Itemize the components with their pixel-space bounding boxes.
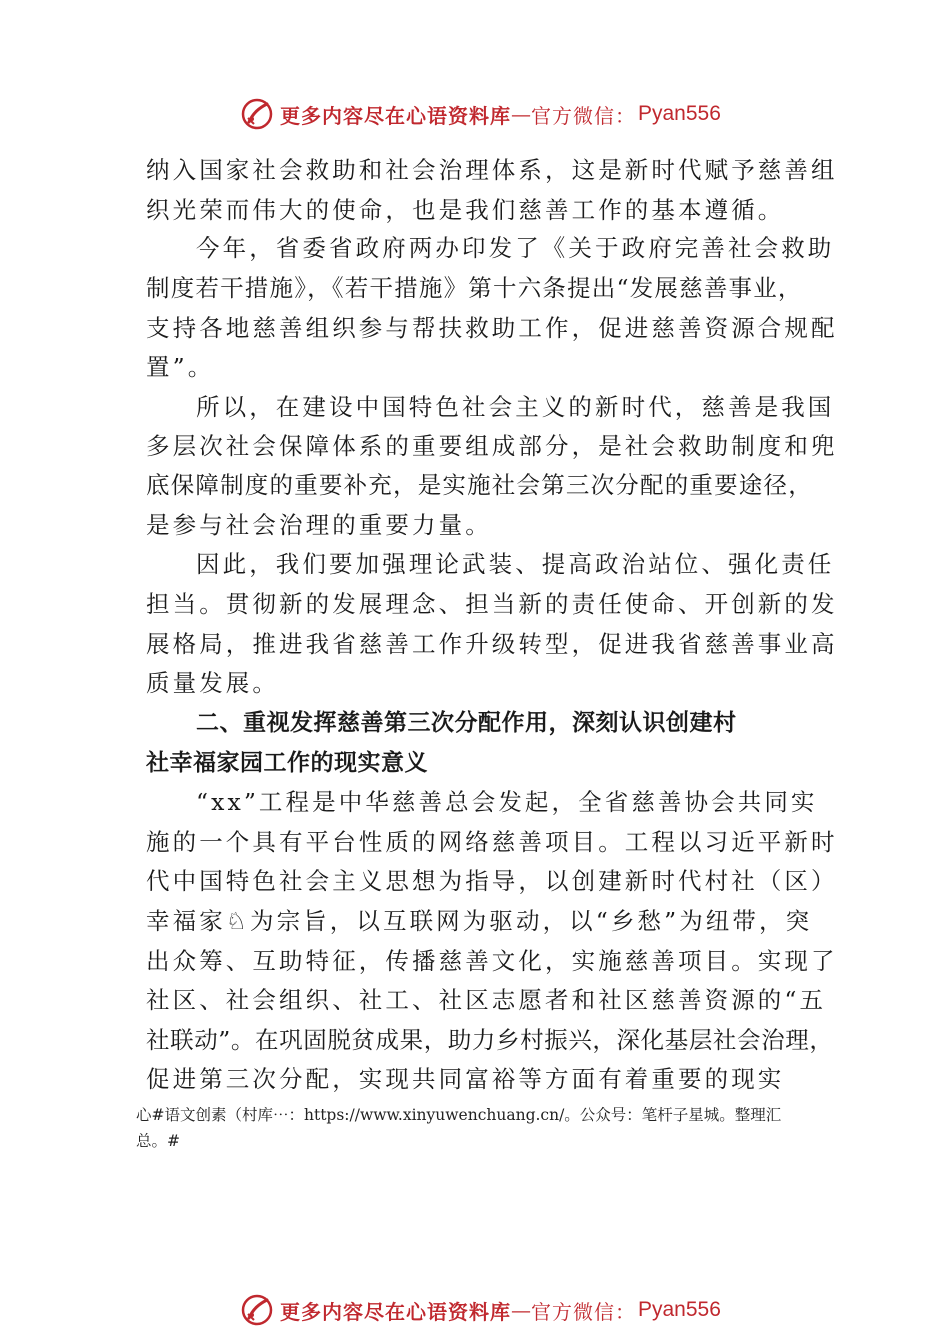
body-line: 纳入国家社会救助和社会治理体系，这是新时代赋予慈善组 (146, 156, 838, 184)
section-line: 幸福家♘为宗旨，以互联网为驱动，以“乡愁”为纽带，突 (146, 907, 813, 935)
footnote-line-1: 心#语文创素（村库⋯：https://www.xinyuwenchuang.cn/。公众号：笔杆子星城。整理汇 (136, 1106, 782, 1124)
section-line: 社联动”。在巩固脱贫成果，助力乡村振兴，深化基层社会治理， (146, 1026, 834, 1054)
footer-watermark-banner (240, 1290, 721, 1330)
brush-logo-icon (240, 97, 274, 131)
banner-wechat-id: Pyan556 (638, 1298, 721, 1321)
body-line: 制度若干措施》，《若干措施》第十六条提出“发展慈善事业， (146, 274, 803, 302)
body-line: 担当。贯彻新的发展理念、担当新的责任使命、开创新的发 (146, 590, 838, 618)
section-heading-line-2: 社幸福家园工作的现实意义 (146, 750, 428, 776)
body-line: 今年，省委省政府两办印发了《关于政府完善社会救助 (196, 234, 835, 262)
body-line: 织光荣而伟大的使命，也是我们慈善工作的基本遵循。 (146, 196, 785, 224)
banner-title: 更多内容尽在心语资料库 (280, 103, 511, 128)
body-line: 质量发展。 (146, 669, 279, 697)
body-line: 因此，我们要加强理论武装、提高政治站位、强化责任 (196, 550, 835, 578)
body-line: 多层次社会保障体系的重要组成部分，是社会救助制度和兜 (146, 432, 838, 460)
section-line: 社区、社会组织、社工、社区志愿者和社区慈善资源的“五 (146, 986, 827, 1014)
header-watermark-banner (240, 94, 721, 134)
banner-dash: — (511, 102, 531, 126)
banner-wechat-label: 官方微信： (531, 103, 636, 128)
body-line: 置”。 (146, 353, 215, 381)
body-line: 支持各地慈善组织参与帮扶救助工作，促进慈善资源合规配 (146, 314, 838, 342)
section-line: “xx”工程是中华慈善总会发起，全省慈善协会共同实 (196, 788, 818, 816)
body-line: 展格局，推进我省慈善工作升级转型，促进我省慈善事业高 (146, 630, 838, 658)
section-line: 施的一个具有平台性质的网络慈善项目。工程以习近平新时 (146, 828, 838, 856)
banner-dash: — (511, 1298, 531, 1322)
banner-wechat-id: Pyan556 (638, 102, 721, 125)
section-line: 促进第三次分配，实现共同富裕等方面有着重要的现实 (146, 1065, 785, 1093)
footnote-line-2: 总。# (136, 1132, 180, 1150)
banner-wechat-label: 官方微信： (531, 1299, 636, 1324)
section-line: 出众筹、互助特征，传播慈善文化，实施慈善项目。实现了 (146, 947, 838, 975)
body-line: 底保障制度的重要补充，是实施社会第三次分配的重要途径， (146, 471, 813, 499)
body-line: 是参与社会治理的重要力量。 (146, 511, 492, 539)
section-line: 代中国特色社会主义思想为指导，以创建新时代村社（区） (146, 867, 838, 895)
banner-title: 更多内容尽在心语资料库 (280, 1299, 511, 1324)
brush-logo-icon (240, 1293, 274, 1327)
section-heading-line-1: 二、重视发挥慈善第三次分配作用，深刻认识创建村 (196, 710, 737, 736)
body-line: 所以，在建设中国特色社会主义的新时代，慈善是我国 (196, 393, 835, 421)
